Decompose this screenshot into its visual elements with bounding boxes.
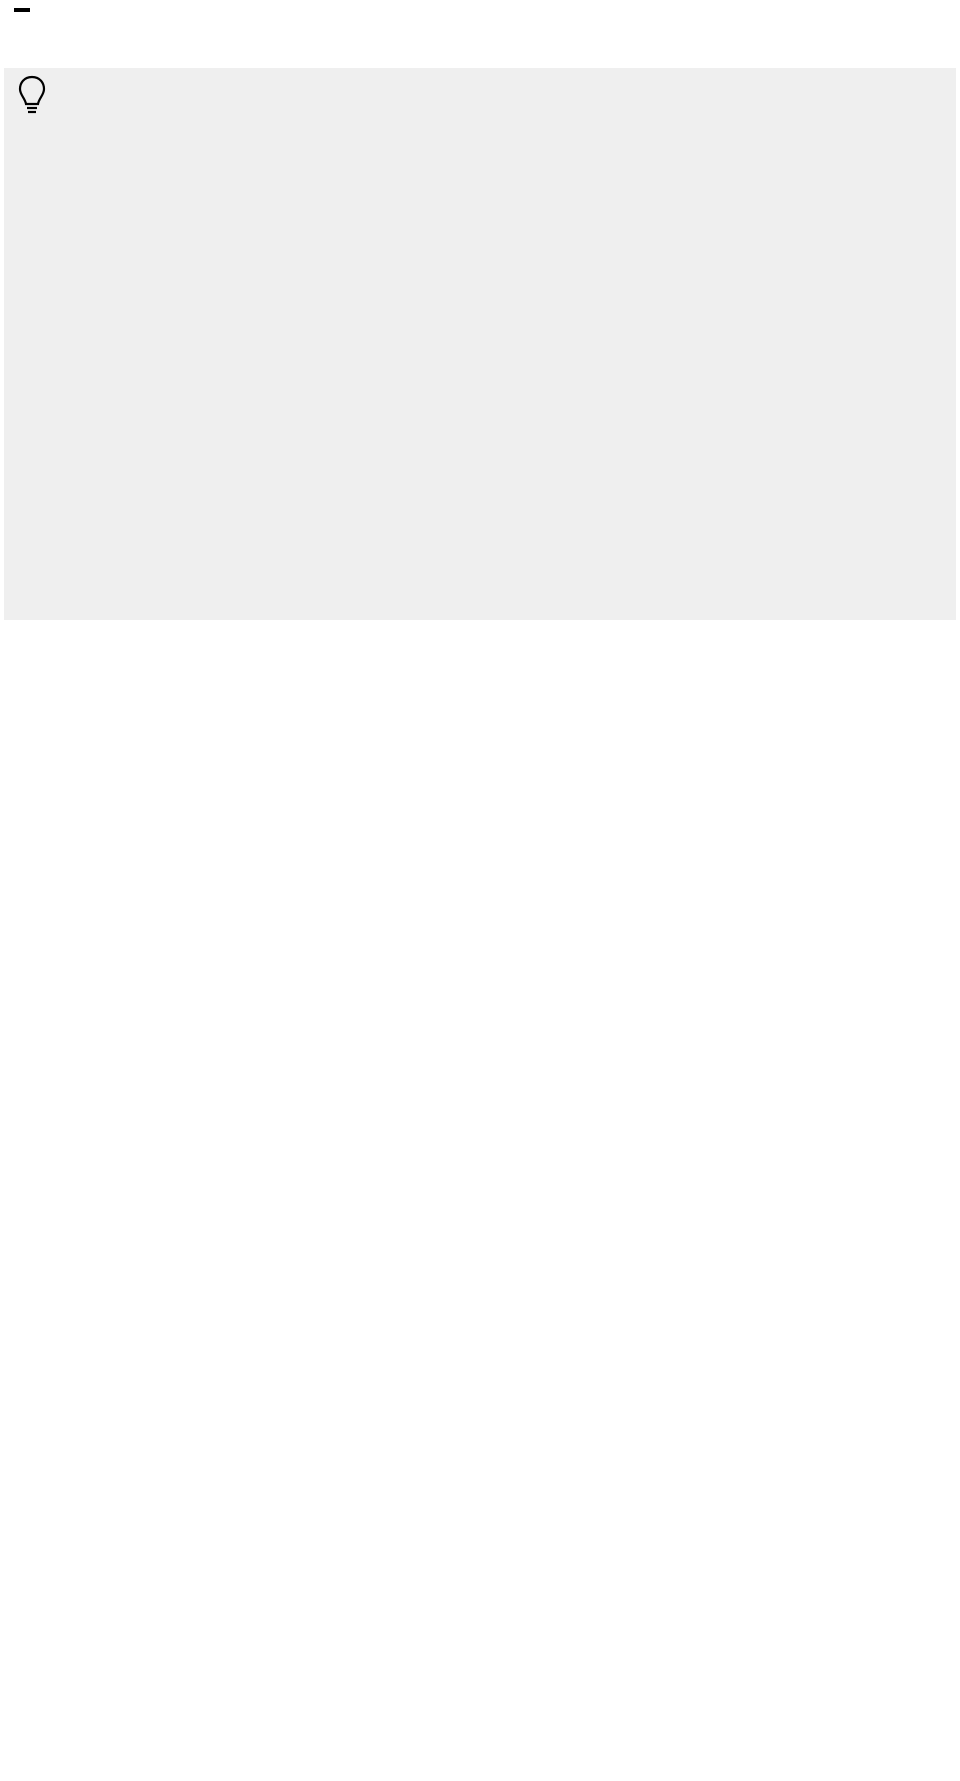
coordinate-figure: [76, 792, 512, 1080]
lightbulb-icon: [16, 74, 48, 116]
problem-number: [14, 8, 30, 12]
hint-box: [4, 68, 956, 620]
